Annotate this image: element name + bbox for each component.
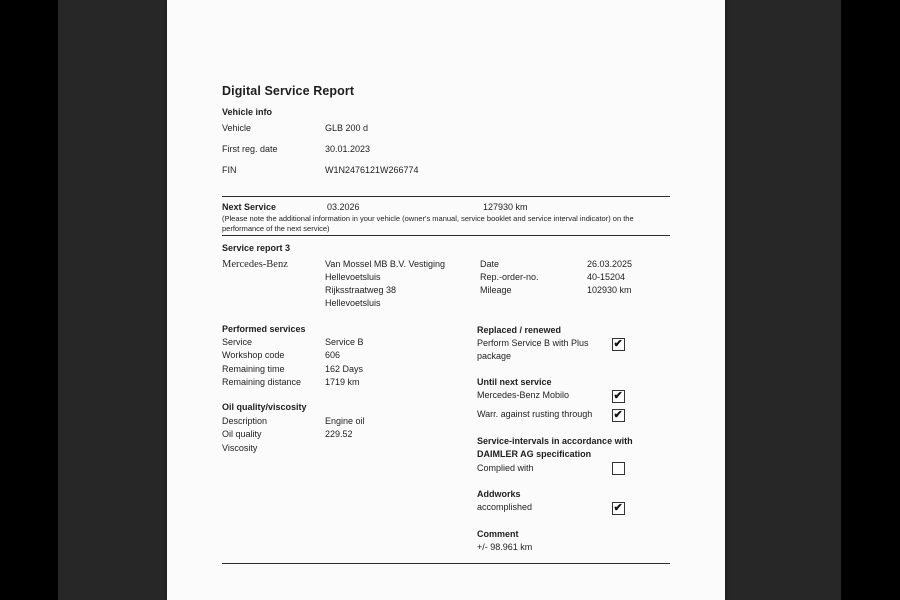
field-value: Service B [325, 337, 364, 347]
dealer-line: Rijksstraatweg 38 [325, 285, 397, 295]
field-value: 26.03.2025 [587, 259, 633, 269]
field-label: Mileage [480, 285, 512, 295]
field-label: Vehicle [222, 123, 252, 133]
performed-services-heading: Performed services [222, 324, 306, 334]
bottom-divider-line [222, 563, 670, 564]
check-item-label: Perform Service B with Plus package [477, 338, 589, 361]
rusting-warranty-item [477, 408, 665, 421]
service-row [222, 336, 472, 349]
mercedes-benz-wordmark: Mercedes-Benz [222, 259, 288, 270]
next-service-date: 03.2026 [327, 202, 360, 212]
field-label: Rep.-order-no. [480, 272, 539, 282]
next-service-label: Next Service [222, 202, 277, 212]
checkbox-accomplished[interactable] [612, 502, 625, 515]
mobilo-item [477, 389, 665, 402]
remaining-distance-row [222, 376, 472, 389]
viscosity-row [222, 442, 472, 455]
workshop-code-row [222, 349, 472, 362]
first-reg-row [222, 139, 670, 160]
field-value: 606 [325, 350, 341, 361]
divider-line [222, 235, 670, 236]
field-value: 162 Days [325, 363, 364, 374]
document-title: Digital Service Report [222, 84, 355, 98]
field-label: Viscosity [222, 442, 258, 453]
check-item-label: Mercedes-Benz Mobilo [477, 390, 570, 400]
service-report-heading: Service report 3 [222, 243, 291, 253]
next-service-note: (Please note the additional information in your vehicle (owner's manual, service booklet and service interval indicator) on the performance of the next service) [222, 214, 634, 233]
accomplished-item [477, 501, 665, 514]
dealer-line: Hellevoetsluis [325, 298, 381, 308]
field-value: 229.52 [325, 429, 353, 440]
oil-quality-row [222, 428, 472, 441]
oil-quality-heading: Oil quality/viscosity [222, 402, 307, 412]
oil-description-row [222, 415, 472, 428]
field-value: 30.01.2023 [325, 144, 371, 154]
comment-value: +/- 98.961 km [477, 542, 533, 552]
perform-service-b-item [477, 337, 665, 363]
field-value [325, 442, 472, 455]
check-item-label: accomplished [477, 502, 533, 512]
checkbox-rusting-warranty[interactable] [612, 409, 625, 422]
divider-line [222, 196, 670, 197]
left-black-bar [0, 0, 58, 600]
comment-heading: Comment [477, 529, 519, 539]
vehicle-info-heading: Vehicle info [222, 107, 273, 117]
field-value: W1N2476121W266774 [325, 165, 419, 175]
field-label: FIN [222, 165, 237, 175]
field-value: 40-15204 [587, 272, 626, 282]
check-item-label: Complied with [477, 463, 534, 473]
service-intervals-heading: Service-intervals in accordance with DAIMLER AG specification [477, 436, 633, 459]
field-label: Workshop code [222, 350, 285, 361]
field-value: GLB 200 d [325, 123, 369, 133]
field-label: Remaining time [222, 363, 285, 374]
until-next-service-heading: Until next service [477, 377, 552, 387]
field-label: Oil quality [222, 429, 262, 440]
fin-row [222, 160, 670, 181]
checkbox-complied-with[interactable] [612, 462, 625, 475]
field-label: Remaining distance [222, 377, 302, 388]
field-label: First reg. date [222, 144, 278, 154]
checkbox-mobilo[interactable] [612, 390, 625, 403]
field-value: 1719 km [325, 377, 360, 388]
field-label: Service [222, 337, 253, 347]
field-value: 102930 km [587, 285, 632, 295]
dealer-line: Hellevoetsluis [325, 272, 381, 282]
dealer-address [325, 258, 480, 310]
field-label: Description [222, 416, 268, 426]
service-report-document [167, 0, 725, 600]
remaining-time-row [222, 363, 472, 376]
addworks-heading: Addworks [477, 489, 521, 499]
field-value: Engine oil [325, 416, 365, 426]
right-black-bar [841, 0, 900, 600]
service-meta-values [587, 258, 670, 310]
complied-with-item [477, 462, 665, 475]
next-service-mileage: 127930 km [483, 202, 528, 212]
checkbox-perform-service-b[interactable] [612, 338, 625, 351]
dealer-line: Van Mossel MB B.V. Vestiging [325, 259, 446, 269]
vehicle-row [222, 118, 670, 139]
check-item-label: Warr. against rusting through [477, 409, 593, 419]
field-label: Date [480, 259, 500, 269]
service-meta-labels [480, 258, 587, 310]
replaced-renewed-heading: Replaced / renewed [477, 325, 562, 335]
